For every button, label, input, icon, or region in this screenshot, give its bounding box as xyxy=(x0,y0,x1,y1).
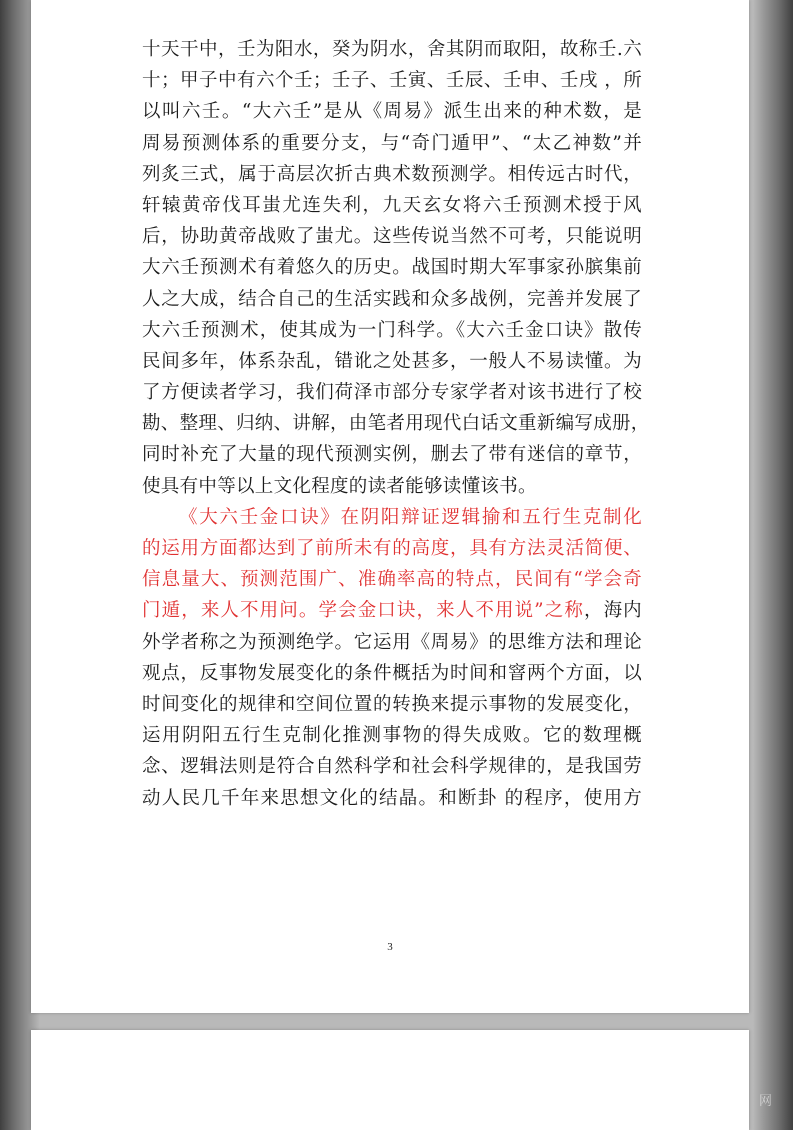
text-line: 十；甲子中有六个壬；壬子、壬寅、壬辰、壬申、壬戌 ，所 xyxy=(142,70,642,92)
text-line: 动人民几千年来思想文化的结晶。和断卦 的程序，使用方 xyxy=(142,787,642,809)
text-line: 人之大成，结合自己的生活实践和众多战例，完善并发展了 xyxy=(142,288,642,310)
text-line: 轩辕黄帝伐耳蚩尤连失利，九天玄女将六壬预测术授于风 xyxy=(142,194,642,216)
text-line: 运用阴阳五行生克制化推测事物的得失成败。它的数理概 xyxy=(142,725,642,747)
text-line: 外学者称之为预测绝学。它运用《周易》的思维方法和理论 xyxy=(142,631,642,653)
text-line: 十天干中，壬为阳水，癸为阴水，舍其阴而取阳，故称壬.六 xyxy=(142,39,642,60)
text-line: 念、逻辑法则是符合自然科学和社会科学规律的，是我国劳 xyxy=(142,756,642,778)
text-line: 勘、整理、归纳、讲解，由笔者用现代白话文重新编写成册， xyxy=(142,413,650,435)
text-line: 周易预测体系的重要分支，与“奇门遁甲”、“太乙神数”并 xyxy=(142,132,642,154)
text-line: 大六壬预测术，使其成为一门科学。《大六壬金口诀》散传 xyxy=(142,319,642,341)
next-document-page xyxy=(31,1030,749,1130)
highlighted-line: 《大六壬金口诀》在阴阳辩证逻辑揄和五行生克制化 xyxy=(179,506,642,528)
highlighted-line: 信息量大、预测范围广、准确率高的特点，民间有“学会奇 xyxy=(142,569,642,591)
text-line: 观点，反事物发展变化的条件概括为时间和窨两个方面，以 xyxy=(142,662,642,684)
text-line: 以叫六壬。“大六壬”是从《周易》派生出来的种术数，是 xyxy=(142,101,642,123)
page-number: 3 xyxy=(387,941,393,953)
paragraph-1 xyxy=(142,34,650,814)
highlighted-text: 门遁，来人不用问。学会金口诀，来人不用说”之称 xyxy=(142,600,584,622)
text-line: 大六壬预测术有着悠久的历史。战国时期大军事家孙膑集前 xyxy=(142,257,642,279)
mixed-line xyxy=(142,595,642,626)
document-page xyxy=(31,0,749,1013)
text-line: 了方便读者学习，我们荷泽市部分专家学者对该书进行了校 xyxy=(142,382,642,404)
text-line: 民间多年，体系杂乱，错讹之处甚多，一般人不易读懂。为 xyxy=(142,350,642,372)
text-line: 时间变化的规律和空间位置的转换来提示事物的发展变化， xyxy=(142,693,642,715)
highlighted-line: 的运用方面都达到了前所未有的高度，具有方法灵活简便、 xyxy=(142,538,642,559)
text-line: 同时补充了大量的现代预测实例，删去了带有迷信的章节， xyxy=(142,444,642,466)
plain-text: ，海内 xyxy=(583,600,642,622)
text-line: 使具有中等以上文化程度的读者能够读懂该书。 xyxy=(142,475,537,497)
text-line: 列炙三式，属于高层次折古典术数预测学。相传远古时代， xyxy=(142,163,642,185)
watermark: 网 xyxy=(758,1094,773,1109)
text-line: 后，协助黄帝战败了蚩尤。这些传说当然不可考，只能说明 xyxy=(142,226,642,248)
